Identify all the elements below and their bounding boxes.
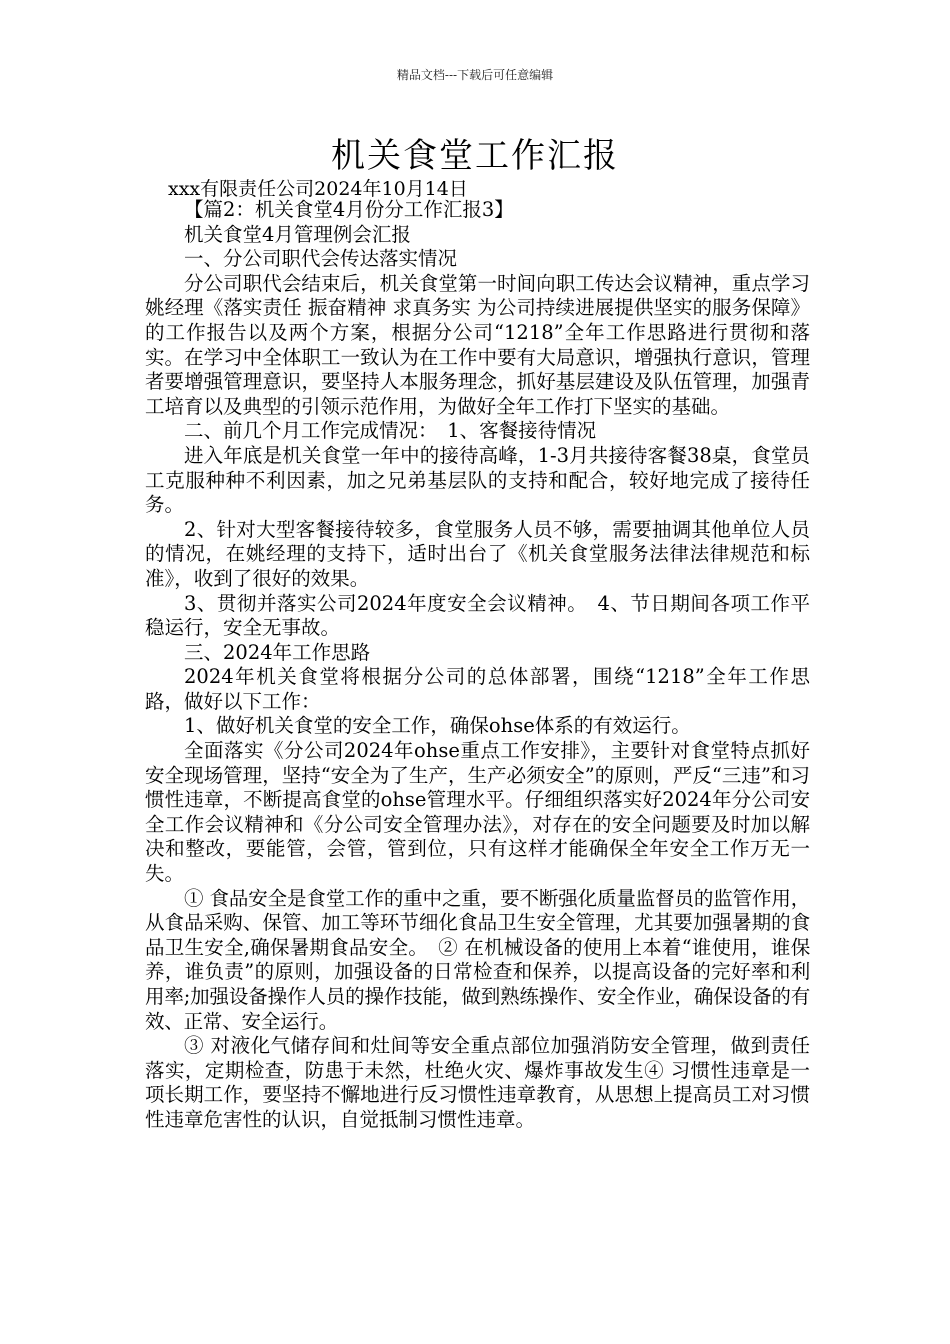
paragraph: 3、贯彻并落实公司2024年度安全会议精神。 4、节日期间各项工作平稳运行，安全无事故。 xyxy=(145,591,810,640)
company-date-line: xxx有限责任公司2024年10月14日 xyxy=(168,178,468,200)
header-note: 精品文档---下载后可任意编辑 xyxy=(396,68,554,82)
heading-2: 二、前几个月工作完成情况： 1、客餐接待情况 xyxy=(184,419,597,443)
paragraph: 2、针对大型客餐接待较多，食堂服务人员不够，需要抽调其他单位人员的情况，在姚经理的支持下，适时出台了《机关食堂服务法律法律规范和标准》，收到了很好的效果。 xyxy=(145,517,810,590)
paragraph: 全面落实《分公司2024年ohse重点工作安排》，主要针对食堂特点抓好安全现场管理，坚持“安全为了生产，生产必须安全”的原则，严反“三违”和习惯性违章，不断提高食堂的ohse管理水平。仔细组织落实好2024年分公司安全工作会议精神和《分公司安全管理办法》，对存在的安全问题要及时加以解决和整改，要能管，会管，管到位，只有这样才能确保全年安全工作万无一失。 xyxy=(145,739,810,886)
document-title: 机关食堂工作汇报 xyxy=(331,136,619,176)
paragraph: 分公司职代会结束后，机关食堂第一时间向职工传达会议精神，重点学习姚经理《落实责任 振奋精神 求真务实 为公司持续进展提供坚实的服务保障》的工作报告以及两个方案，根据分公司“1218”全年工作思路进行贯彻和落实。在学习中全体职工一致认为在工作中要有大局意识，增强执行意识，管理者要增强管理意识，要坚持人本服务理念，抓好基层建设及队伍管理，加强青工培育以及典型的引领示范作用，为做好全年工作打下坚实的基础。 xyxy=(145,271,810,418)
report-subtitle: 机关食堂4月管理例会汇报 xyxy=(184,222,411,246)
document-body xyxy=(145,198,810,1133)
paragraph: ③ 对液化气储存间和灶间等安全重点部位加强消防安全管理，做到责任落实，定期检查，防患于未然，杜绝火灾、爆炸事故发生④ 习惯性违章是一项长期工作，要坚持不懈地进行反习惯性违章教育，从思想上提高员工对习惯性违章危害性的认识，自觉抵制习惯性违章。 xyxy=(145,1034,810,1131)
paragraph: 2024年机关食堂将根据分公司的总体部署，围绕“1218”全年工作思路，做好以下工作： xyxy=(145,665,810,713)
heading-1: 一、分公司职代会传达落实情况 xyxy=(184,247,458,271)
heading-3: 三、2024年工作思路 xyxy=(184,640,371,664)
section-heading: 【篇2：机关食堂4月份分工作汇报3】 xyxy=(184,198,514,221)
paragraph: ① 食品安全是食堂工作的重中之重，要不断强化质量监督员的监管作用，从食品采购、保管、加工等环节细化食品卫生安全管理，尤其要加强暑期的食品卫生安全,确保暑期食品安全。 ② 在机械设备的使用上本着“谁使用，谁保养，谁负责”的原则，加强设备的日常检查和保养，以提高设备的完好率和利用率;加强设备操作人员的操作技能，做到熟练操作、安全作业，确保设备的有效、正常、安全运行。 xyxy=(145,886,810,1033)
paragraph: 进入年底是机关食堂一年中的接待高峰，1-3月共接待客餐38桌，食堂员工克服种种不利因素，加之兄弟基层队的支持和配合，较好地完成了接待任务。 xyxy=(145,443,810,517)
paragraph: 1、做好机关食堂的安全工作，确保ohse体系的有效运行。 xyxy=(184,714,691,738)
